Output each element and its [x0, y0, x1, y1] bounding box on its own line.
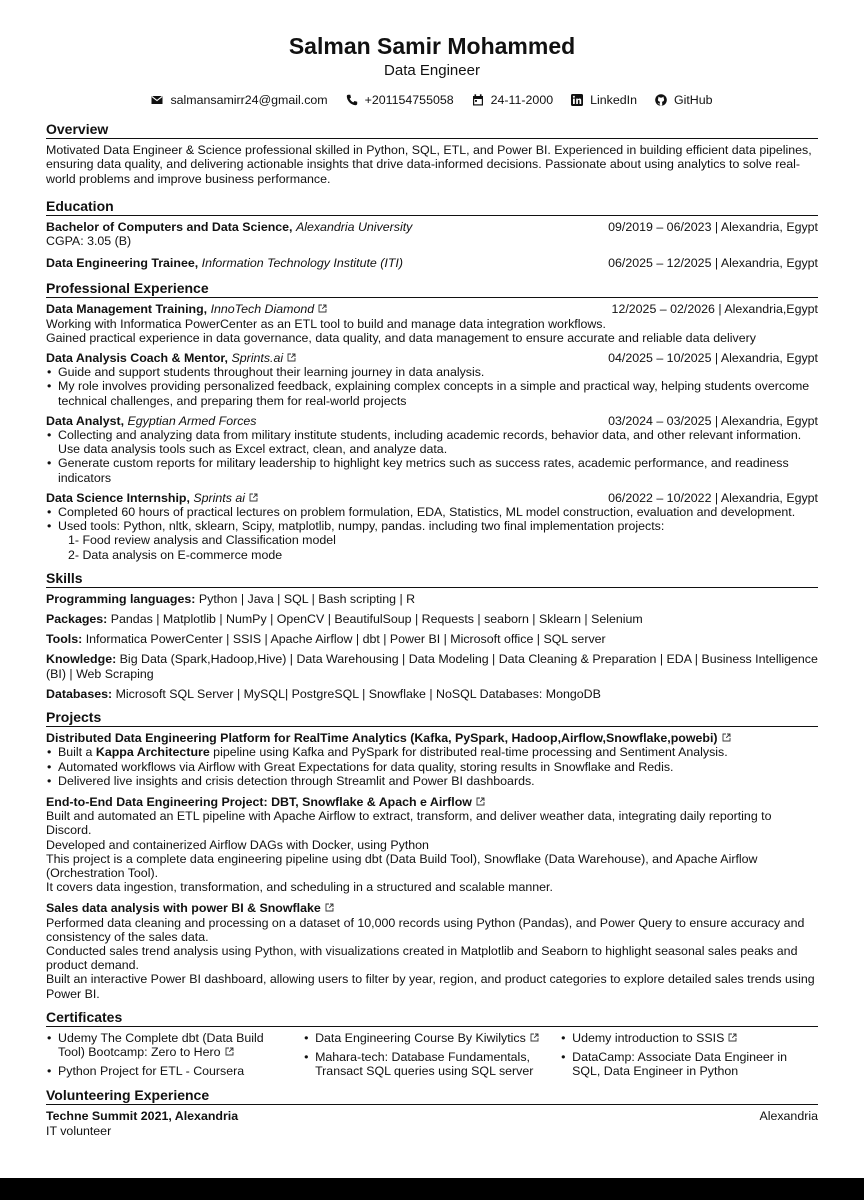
bullet-item: • Generate custom reports for military leadership to highlight key metrics such as success rates, academic performance, and readiness indicators	[46, 456, 818, 484]
certificate-item	[303, 1031, 546, 1045]
date-location: 06/2022 – 10/2022 | Alexandria, Egypt	[608, 490, 818, 505]
certificates-column	[560, 1031, 817, 1084]
linkedin-text: LinkedIn	[590, 93, 637, 107]
project-title-link[interactable]: Distributed Data Engineering Platform for RealTime Analytics (Kafka, PySpark, Hadoop,Airflow,Snowflake,powebi)	[46, 731, 718, 746]
skill-value: Microsoft SQL Server | MySQL| PostgreSQL | Snowflake | NoSQL Databases: MongoDB	[115, 686, 601, 701]
education-section	[46, 198, 818, 271]
numbered-item: 2- Data analysis on E-commerce mode	[68, 547, 283, 562]
education-entry	[46, 256, 818, 270]
skill-value: Big Data (Spark,Hadoop,Hive) | Data Warehousing | Data Modeling | Data Cleaning & Preparation | EDA | Business Intelligence (BI) | Web Scraping	[46, 652, 818, 681]
skill-label: Packages:	[46, 612, 108, 627]
skill-row	[46, 632, 818, 646]
bullet-item: • Completed 60 hours of practical lectures on problem formulation, EDA, Statistics, ML model construction, evaluation and development.	[46, 505, 818, 519]
bullet-item: • My role involves providing personalized feedback, explaining complex concepts in a simple and practical way, helping students overcome technical challenges, and preparing them for real-world projects	[46, 379, 818, 407]
certificate-link[interactable]: Data Engineering Course By Kiwilytics	[315, 1030, 526, 1045]
section-heading: Volunteering Experience	[46, 1087, 818, 1105]
overview-text: Motivated Data Engineer & Science professional skilled in Python, SQL, ETL, and Power BI. Experienced in building efficient data pipelines, ensuring data quality, and delivering actionable insights that drive data-informed decisions. Passionate about using analytics to solve real-world problems and improve business performance.	[46, 143, 812, 186]
skill-label: Programming languages:	[46, 591, 196, 606]
project-line: Developed and containerized Airflow DAGs with Docker, using Python	[46, 837, 429, 852]
project-line: Built an interactive Power BI dashboard, allowing users to filter by year, region, and product categories to explore detailed sales trends using Power BI.	[46, 972, 815, 1001]
section-heading: Education	[46, 198, 818, 216]
external-link-icon[interactable]	[318, 304, 327, 313]
skills-section	[46, 570, 818, 701]
github-text: GitHub	[673, 93, 713, 107]
external-link-icon[interactable]	[476, 797, 485, 806]
candidate-name: Salman Samir Mohammed	[288, 33, 576, 59]
certificates-column	[46, 1031, 303, 1084]
external-link-icon[interactable]	[530, 1033, 539, 1042]
role: Data Analyst,	[46, 413, 125, 428]
date-location: 12/2025 – 02/2026 | Alexandria,Egypt	[611, 302, 818, 317]
contact-bar	[46, 93, 818, 107]
projects-section	[46, 709, 818, 1001]
bullet-item: • Automated workflows via Airflow with Great Expectations for data quality, storing results in Snowflake and Redis.	[46, 760, 818, 774]
birthdate-text: 24-11-2000	[490, 93, 554, 107]
volunteer-event: Techne Summit 2021, Alexandria	[46, 1109, 239, 1124]
project-title-link[interactable]: End-to-End Data Engineering Project: DBT, Snowflake & Apach e Airflow	[46, 794, 472, 809]
organization: Egyptian Armed Forces	[127, 413, 257, 428]
contact-github[interactable]	[655, 93, 713, 107]
date-location: 04/2025 – 10/2025 | Alexandria, Egypt	[608, 351, 818, 366]
organization-link[interactable]: Sprints.ai	[231, 351, 284, 366]
calendar-icon	[472, 94, 484, 106]
skill-label: Tools:	[46, 632, 83, 647]
organization-link[interactable]: InnoTech Diamond	[210, 302, 315, 317]
date-location: 09/2019 – 06/2023 | Alexandria, Egypt	[608, 219, 818, 234]
section-heading: Certificates	[46, 1009, 818, 1027]
experience-line: Working with Informatica PowerCenter as an ETL tool to build and manage data integration workflows.	[46, 316, 606, 331]
bullet-item: • Collecting and analyzing data from military institute students, including academic records, behavior data, and other relevant information. Use data analysis tools such as Excel extract, clean, and analyze data.	[46, 428, 818, 456]
bullet-emphasis: Kappa Architecture	[95, 745, 210, 760]
envelope-icon	[151, 94, 163, 106]
external-link-icon[interactable]	[287, 353, 296, 362]
phone-icon	[346, 94, 358, 106]
certificate-link[interactable]: Udemy The Complete dbt (Data Build Tool) Bootcamp: Zero to Hero	[58, 1030, 264, 1059]
certificate-item	[560, 1050, 817, 1078]
certificate-item	[46, 1031, 289, 1059]
contact-phone[interactable]	[346, 93, 454, 107]
experience-entry	[46, 414, 818, 485]
project-line: Built and automated an ETL pipeline with Apache Airflow to extract, transform, and deliver weather data, integrating daily reporting to Discord.	[46, 809, 772, 838]
bullet-item: • Delivered live insights and crisis detection through Streamlit and Power BI dashboards.	[46, 774, 818, 788]
project-line: Conducted sales trend analysis using Python, with visualizations created in Matplotlib and Seaborn to highlight seasonal sales peaks and product demand.	[46, 943, 798, 973]
section-heading: Skills	[46, 570, 818, 588]
volunteering-section	[46, 1087, 818, 1137]
project-entry	[46, 795, 818, 894]
bullet-text: Built a	[58, 745, 96, 760]
bullet-text: pipeline using Kafka and PySpark for distributed real-time processing and Sentiment Analysis.	[209, 745, 728, 760]
screenshot-frame-edge	[0, 1178, 864, 1200]
external-link-icon[interactable]	[325, 903, 334, 912]
linkedin-icon	[571, 94, 583, 106]
bullet-item	[46, 745, 818, 759]
degree: Bachelor of Computers and Data Science,	[46, 219, 293, 234]
external-link-icon[interactable]	[722, 733, 731, 742]
project-line: Performed data cleaning and processing on a dataset of 10,000 records using Python (Pandas), and Power Query to ensure accuracy and consistency of the sales data.	[46, 915, 805, 944]
section-heading: Overview	[46, 121, 818, 139]
numbered-item: 1- Food review analysis and Classification model	[68, 533, 336, 548]
project-entry	[46, 901, 818, 1000]
section-heading: Projects	[46, 709, 818, 727]
school: Information Technology Institute (ITI)	[201, 256, 403, 271]
github-icon	[655, 94, 667, 106]
skill-row	[46, 652, 818, 680]
certificates-grid	[46, 1031, 818, 1084]
email-text: salmansamirr24@gmail.com	[170, 93, 328, 107]
certificates-section	[46, 1009, 818, 1084]
phone-text: +201154755058	[364, 93, 454, 107]
skill-value: Informatica PowerCenter | SSIS | Apache Airflow | dbt | Power BI | Microsoft office | SQL server	[85, 632, 606, 647]
contact-linkedin[interactable]	[571, 93, 637, 107]
experience-entry	[46, 302, 818, 345]
skill-label: Databases:	[46, 686, 113, 701]
skill-value: Python | Java | SQL | Bash scripting | R	[198, 591, 416, 606]
experience-entry	[46, 491, 818, 562]
education-extra: CGPA: 3.05 (B)	[46, 234, 132, 249]
certificate-item	[303, 1050, 546, 1078]
project-line: It covers data ingestion, transformation, and scheduling in a structured and scalable manner.	[46, 880, 553, 895]
role: Data Management Training,	[46, 302, 208, 317]
external-link-icon[interactable]	[225, 1047, 234, 1056]
skill-row	[46, 592, 818, 606]
certificate-item	[46, 1064, 289, 1078]
certificate-text: Python Project for ETL - Coursera	[58, 1064, 245, 1079]
degree: Data Engineering Trainee,	[46, 256, 199, 271]
skill-row	[46, 612, 818, 626]
education-entry	[46, 220, 818, 248]
skill-row	[46, 687, 818, 701]
date-location: 06/2025 – 12/2025 | Alexandria, Egypt	[608, 256, 818, 271]
candidate-title: Data Engineer	[384, 62, 480, 79]
school: Alexandria University	[295, 219, 413, 234]
external-link-icon[interactable]	[728, 1033, 737, 1042]
certificate-text: DataCamp: Associate Data Engineer in SQL, Data Engineer in Python	[572, 1049, 788, 1079]
external-link-icon[interactable]	[249, 493, 258, 502]
experience-section	[46, 280, 818, 561]
organization-link[interactable]: Sprints ai	[193, 490, 246, 505]
skill-label: Knowledge:	[46, 652, 117, 667]
role: Data Analysis Coach & Mentor,	[46, 351, 229, 366]
project-entry	[46, 731, 818, 788]
experience-entry	[46, 351, 818, 408]
volunteer-role: IT volunteer	[46, 1123, 112, 1138]
bullet-item: • Used tools: Python, nltk, sklearn, Scipy, matplotlib, numpy, pandas. including two final implementation projects:	[46, 519, 818, 533]
experience-line: Gained practical experience in data governance, data quality, and data management to ensure accurate and reliable data delivery	[46, 330, 756, 345]
section-heading: Professional Experience	[46, 280, 818, 298]
date-location: 03/2024 – 03/2025 | Alexandria, Egypt	[608, 413, 818, 428]
certificate-link[interactable]: Udemy introduction to SSIS	[572, 1030, 725, 1045]
overview-section	[46, 121, 818, 186]
certificate-item	[560, 1031, 817, 1045]
contact-birthdate	[472, 93, 553, 107]
skill-value: Pandas | Matplotlib | NumPy | OpenCV | BeautifulSoup | Requests | seaborn | Sklearn | Selenium	[110, 612, 643, 627]
certificate-text: Mahara-tech: Database Fundamentals, Transact SQL queries using SQL server	[315, 1049, 534, 1079]
project-title-link[interactable]: Sales data analysis with power BI & Snowflake	[46, 901, 321, 916]
role: Data Science Internship,	[46, 490, 190, 505]
contact-email[interactable]	[151, 93, 327, 107]
certificates-column	[303, 1031, 560, 1084]
bullet-item: • Guide and support students throughout their learning journey in data analysis.	[46, 365, 818, 379]
volunteer-location: Alexandria	[759, 1109, 818, 1124]
project-line: This project is a complete data engineering pipeline using dbt (Data Build Tool), Snowflake (Data Warehouse), and Apache Airflow (Orchestration Tool).	[46, 851, 758, 880]
